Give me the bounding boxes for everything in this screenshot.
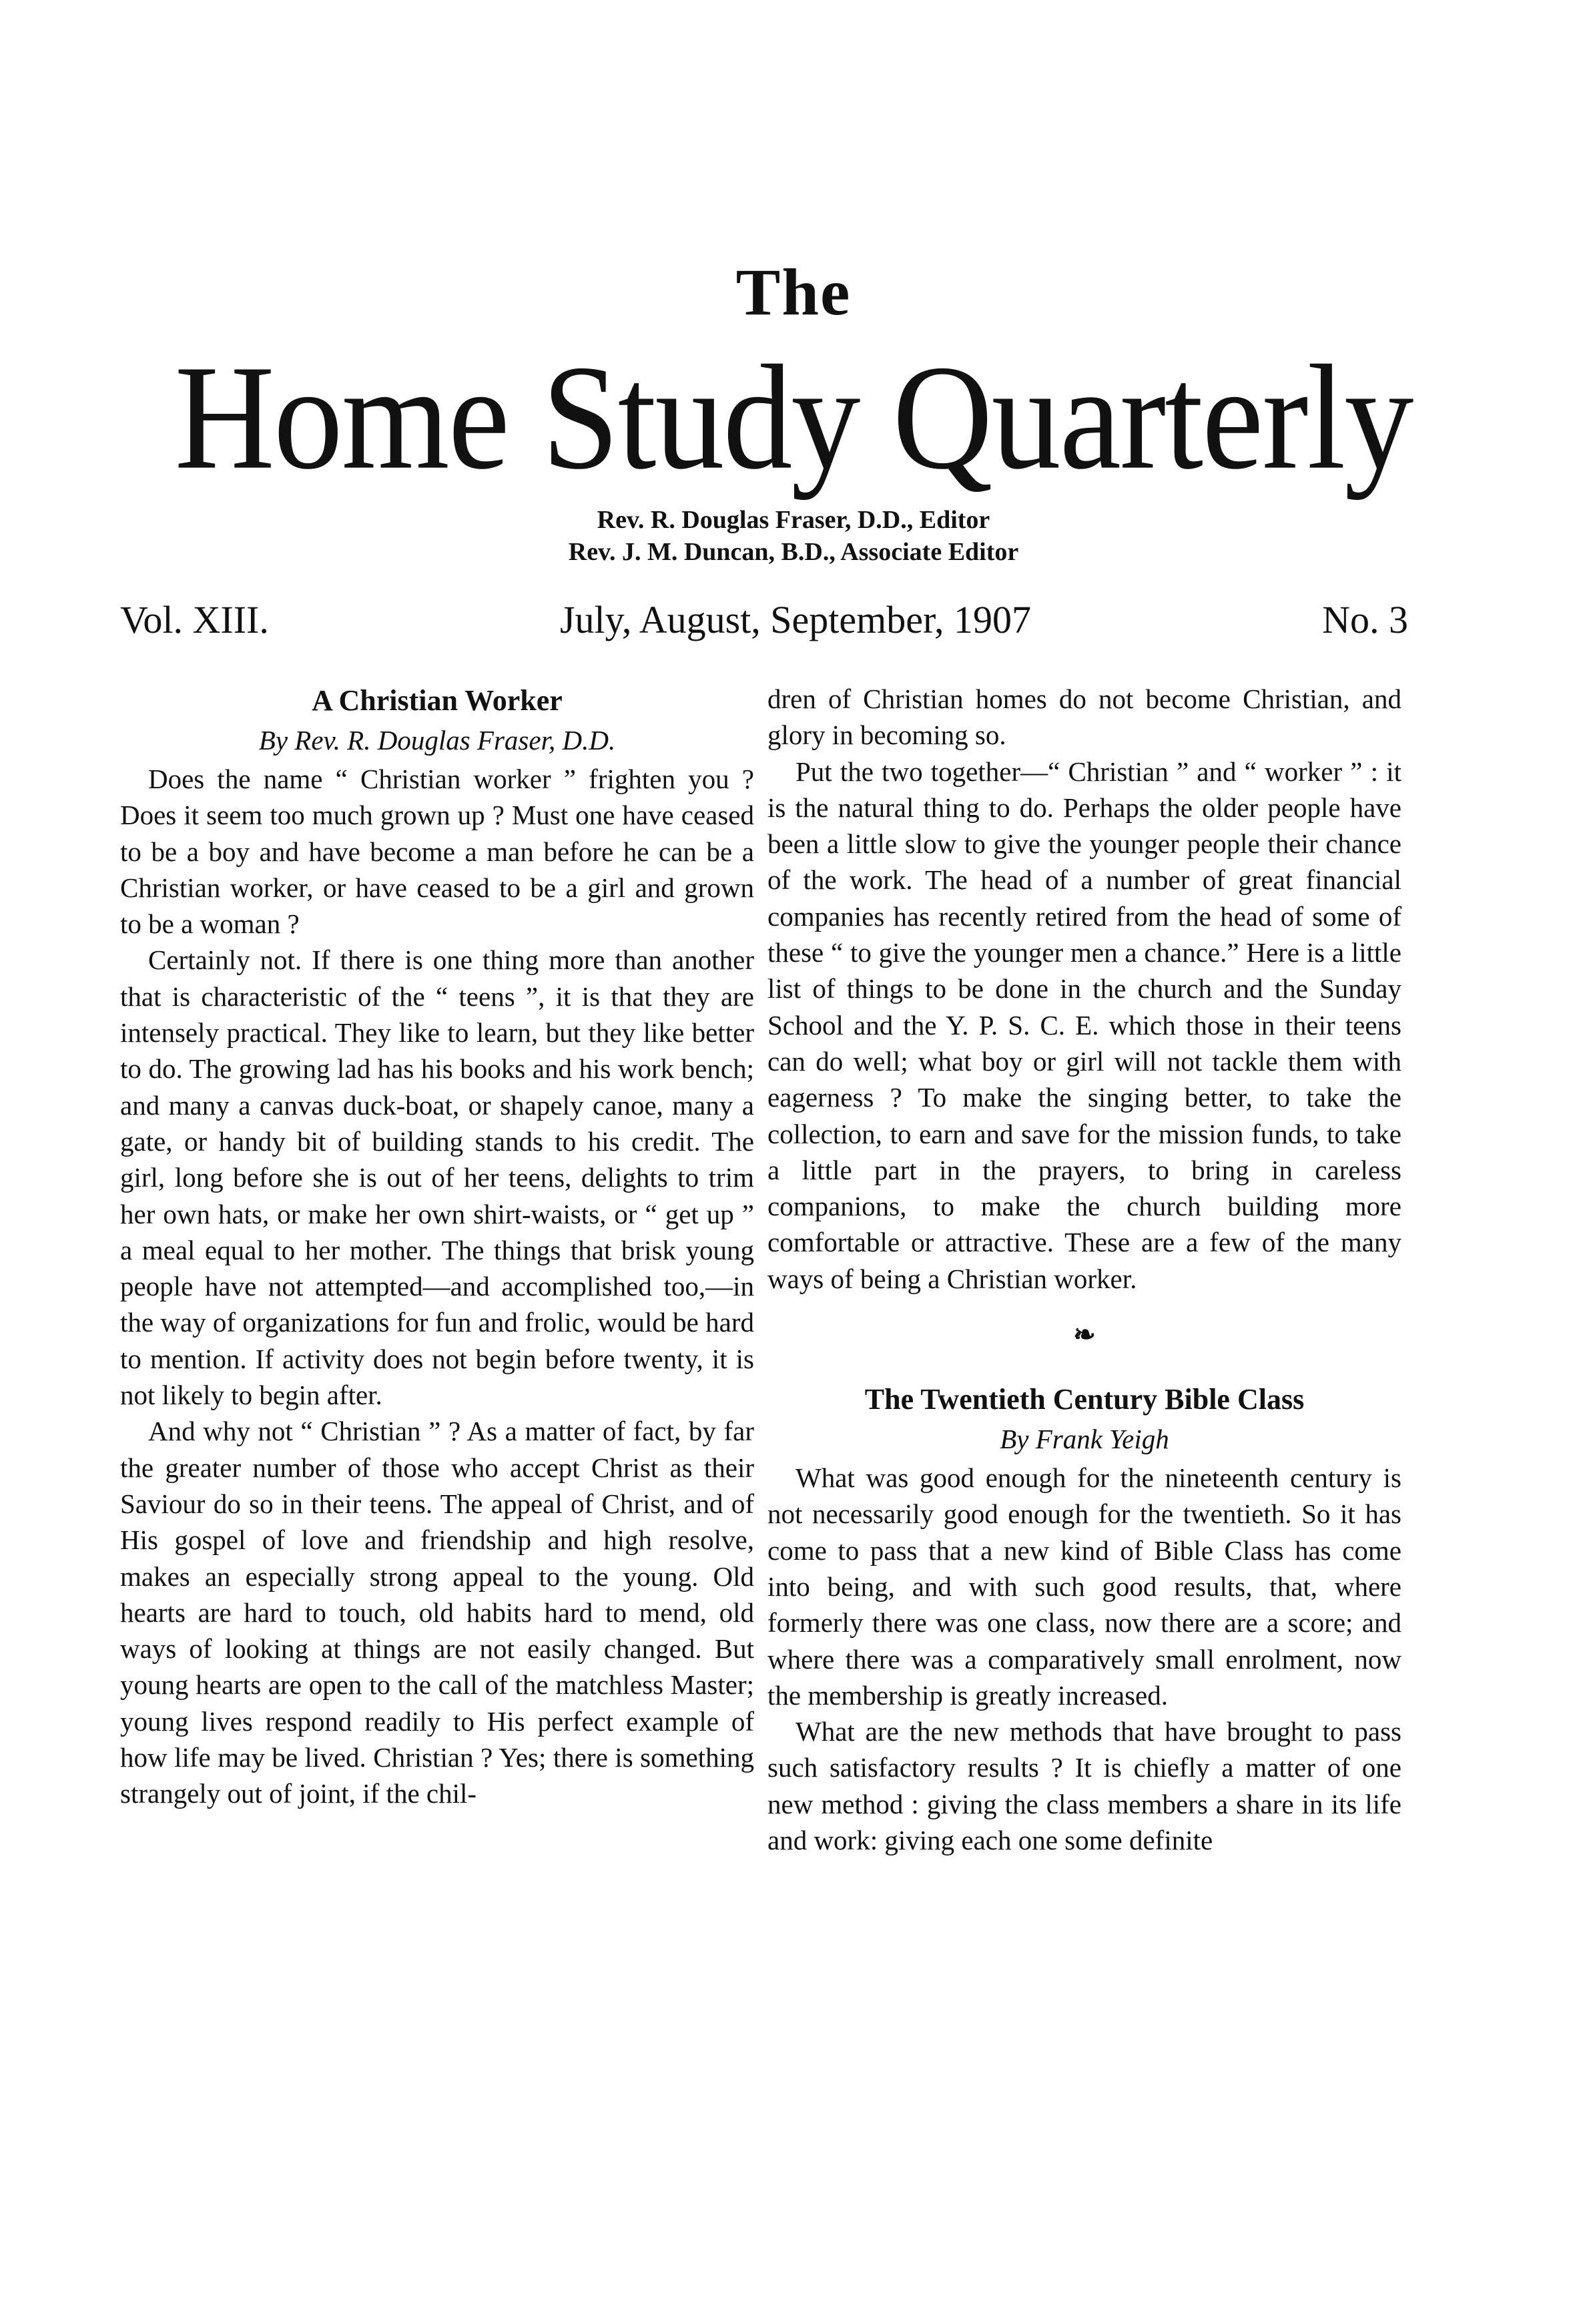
editors-block	[0, 504, 1587, 568]
paragraph: What are the new methods that have brought to pass such satisfactory results ? It is chiefly a matter of one new method : giving the class members a share in its life and work: giving each one some definite	[767, 1716, 1401, 1856]
paragraph: Certainly not. If there is one thing more than another that is characteristic of the “ teens ”, it is that they are intensely practical. They like to learn, but they like better to do. The growing lad has his books and his work bench; and many a canvas duck-boat, or shapely canoe, many a gate, or handy bit of building stands to his credit. The girl, long before she is out of her teens, delights to trim her own hats, or make her own shirt-waists, or “ get up ” a meal equal to her mother. The things that brisk young people have not attempted—and accomplished too,—in the way of organizations for fun and frolic, would be hard to mention. If activity does not begin before twenty, it is not likely to begin after.	[120, 944, 754, 1411]
section-ornament: ❧	[1073, 1320, 1096, 1350]
article-title: A Christian Worker	[312, 684, 563, 717]
paragraph: And why not “ Christian ” ? As a matter of fact, by far the greater number of those who accept Christ as their Saviour do so in their teens. The appeal of Christ, and of His gospel of love and friendship and high resolve, makes an especially strong appeal to the young. Old hearts are hard to touch, old habits hard to mend, old ways of looking at things are not easily changed. But young hearts are open to the call of the matchless Master; young lives respond readily to His perfect example of how life may be lived. Christian ? Yes; there is something strangely out of joint, if the chil-	[120, 1416, 754, 1809]
paragraph: What was good enough for the nineteenth century is not necessarily good enough for the twentieth. So it has come to pass that a new kind of Bible Class has come into being, and with such good results, that, where formerly there was one class, now there are a score; and where there was a comparatively small enrolment, now the membership is greatly increased.	[767, 1462, 1401, 1711]
article-byline: By Rev. R. Douglas Fraser, D.D.	[258, 725, 616, 756]
left-column	[120, 681, 754, 1812]
issue-line	[120, 597, 1408, 642]
volume-label: Vol. XIII.	[120, 598, 269, 641]
editor-line: Rev. R. Douglas Fraser, D.D., Editor	[597, 506, 990, 534]
article-title: The Twentieth Century Bible Class	[864, 1383, 1305, 1416]
paragraph: Put the two together—“ Christian ” and “ worker ” : it is the natural thing to do. Perhaps the older people have been a little slow to give the younger people their chance of the work. The head of a number of great financial companies has recently retired from the head of some of these “ to give the younger men a chance.” Here is a little list of things to be done in the church and the Sunday School and the Y. P. S. C. E. which those in their teens can do well; what boy or girl will not tackle them with eagerness ? To make the singing better, to take the collection, to earn and save for the mission funds, to take a little part in the prayers, to bring in careless companions, to make the church building more comfortable or attractive. These are a few of the many ways of being a Christian worker.	[767, 756, 1401, 1294]
associate-editor-line: Rev. J. M. Duncan, B.D., Associate Editor	[568, 538, 1019, 566]
issue-number: No. 3	[1322, 598, 1408, 641]
issue-date: July, August, September, 1907	[559, 598, 1031, 641]
right-column	[767, 681, 1401, 1858]
paragraph-continued: dren of Christian homes do not become Christian, and glory in becoming so.	[767, 683, 1401, 751]
paragraph: Does the name “ Christian worker ” frighten you ? Does it seem too much grown up ? Must one have ceased to be a boy and have become a man before he can be a Christian worker, or have ceased to be a girl and grown to be a woman ?	[120, 764, 754, 940]
masthead-the: The	[735, 255, 852, 329]
publication-title: Home Study Quarterly	[174, 334, 1413, 501]
article-byline: By Frank Yeigh	[1000, 1424, 1169, 1455]
